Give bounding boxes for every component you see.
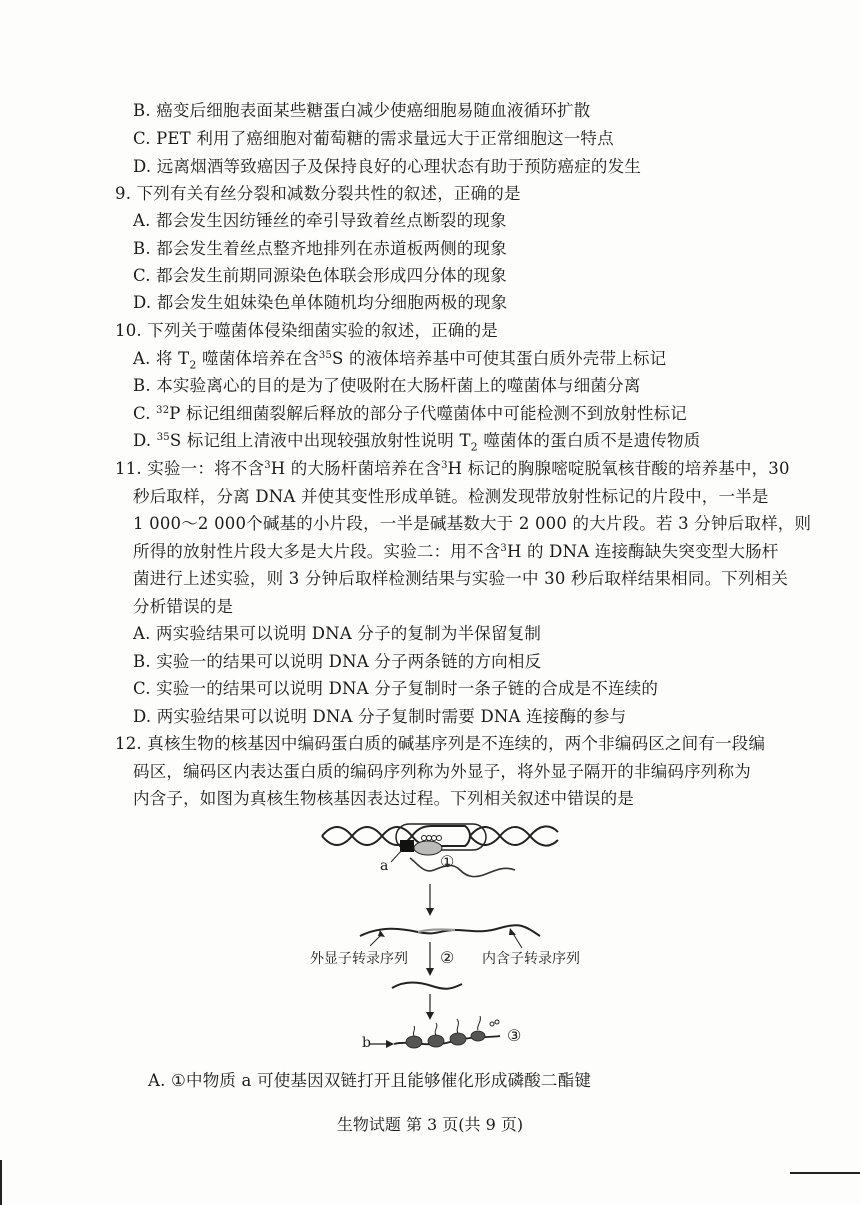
q10-option-a [133,348,666,370]
text: D. [133,431,157,450]
q12-stem-line-2: 码区，编码区内表达蛋白质的编码序列称为外显子，将外显子隔开的非编码序列称为 [133,762,751,781]
q11-option-c: C. 实验一的结果可以说明 DNA 分子复制时一条子链的合成是不连续的 [133,679,659,698]
q11-stem-line-2: 秒后取样，分离 DNA 并使其变性形成单链。检测发现带放射性标记的片段中，一半是 [133,487,769,506]
superscript: 35 [156,432,170,443]
subscript: 2 [470,440,478,454]
text: 所得的放射性片段大多是大片段。实验二：用不含 [133,542,501,561]
superscript: 3 [441,460,448,471]
superscript: 32 [156,405,170,416]
label-b: b [362,1035,371,1051]
label-step-3: ③ [507,1026,522,1045]
q9-option-a: A. 都会发生因纺锤丝的牵引导致着丝点断裂的现象 [133,211,507,230]
page-footer: 生物试题 第 3 页(共 9 页) [336,1115,524,1134]
text: A. 将 T [133,349,190,368]
gene-expression-diagram [300,818,560,1058]
text: H 标记的胸腺嘧啶脱氧核苷酸的培养基中，30 [447,459,790,478]
q8-option-b: B. 癌变后细胞表面某些糖蛋白减少使癌细胞易随血液循环扩散 [133,101,591,120]
q9-option-c: C. 都会发生前期同源染色体联会形成四分体的现象 [133,266,507,285]
gene-expression-figure [300,818,580,1058]
q12-option-a: A. ①中物质 a 可使基因双链打开且能够催化形成磷酸二酯键 [148,1071,592,1090]
q12-stem-line-1: 12. 真核生物的核基因中编码蛋白质的碱基序列是不连续的，两个非编码区之间有一段编 [115,734,766,753]
superscript: 3 [500,543,507,554]
superscript: 35 [318,350,333,361]
q11-stem-line-1 [115,458,790,480]
q8-option-d: D. 远离烟酒等致癌因子及保持良好的心理状态有助于预防癌症的发生 [133,157,642,176]
q11-stem-line-5: 菌进行上述实验，则 3 分钟后取样检测结果与实验一中 30 秒后取样结果相同。下列相关 [133,569,789,588]
subscript: 2 [189,358,197,372]
label-step-1: ① [440,852,455,871]
q12-stem-line-3: 内含子，如图为真核生物核基因表达过程。下列相关叙述中错误的是 [133,789,634,808]
text: 11. 实验一：将不含 [115,459,265,478]
scan-edge-bottom [790,1172,860,1174]
text: H 的大肠杆菌培养在含 [270,459,442,478]
q10-option-c [133,403,687,425]
q11-stem-line-4 [133,541,778,563]
text: H 的 DNA 连接酶缺失突变型大肠杆 [506,542,779,561]
label-exon-transcript: 外显子转录序列 [310,951,408,967]
q9-option-b: B. 都会发生着丝点整齐地排列在赤道板两侧的现象 [133,239,507,258]
mature-mrna [392,983,462,989]
label-a: a [380,858,389,874]
q9-option-d: D. 都会发生姐妹染色单体随机均分细胞两极的现象 [133,293,508,312]
text: S 标记组上清液中出现较强放射性说明 T [169,431,471,450]
q10-option-d [133,430,700,452]
q10-option-b: B. 本实验离心的目的是为了使吸附在大肠杆菌上的噬菌体与细菌分离 [133,376,641,395]
ribosomes [406,1031,485,1048]
q8-option-c: C. PET 利用了癌细胞对葡萄糖的需求量远大于正常细胞这一特点 [133,129,614,148]
label-intron-transcript: 内含子转录序列 [482,951,580,967]
label-step-2: ② [440,948,455,967]
q11-option-a: A. 两实验结果可以说明 DNA 分子的复制为半保留复制 [133,624,542,643]
scan-edge-left [0,1160,2,1205]
superscript: 3 [264,460,271,471]
enzyme-body [414,841,442,855]
text: S 的液体培养基中可使其蛋白质外壳带上标记 [332,349,667,368]
q11-option-d: D. 两实验结果可以说明 DNA 分子复制时需要 DNA 连接酶的参与 [133,707,627,726]
primary-transcript [410,858,515,877]
text: 噬菌体培养在含 [196,349,319,368]
q11-stem-line-3: 1 000～2 000个碱基的小片段，一半是碱基数大于 2 000 的大片段。若 3 分钟后取样，则 [133,514,812,533]
q10-stem: 10. 下列关于噬菌体侵染细菌实验的叙述，正确的是 [115,321,498,340]
q11-option-b: B. 实验一的结果可以说明 DNA 分子两条链的方向相反 [133,652,542,671]
q9-stem: 9. 下列有关有丝分裂和减数分裂共性的叙述，正确的是 [115,184,521,203]
q11-stem-line-6: 分析错误的是 [133,597,234,616]
text: P 标记组细菌裂解后释放的部分子代噬菌体中可能检测不到放射性标记 [169,404,688,423]
text: 噬菌体的蛋白质不是遗传物质 [477,431,701,450]
text: C. [133,404,157,423]
